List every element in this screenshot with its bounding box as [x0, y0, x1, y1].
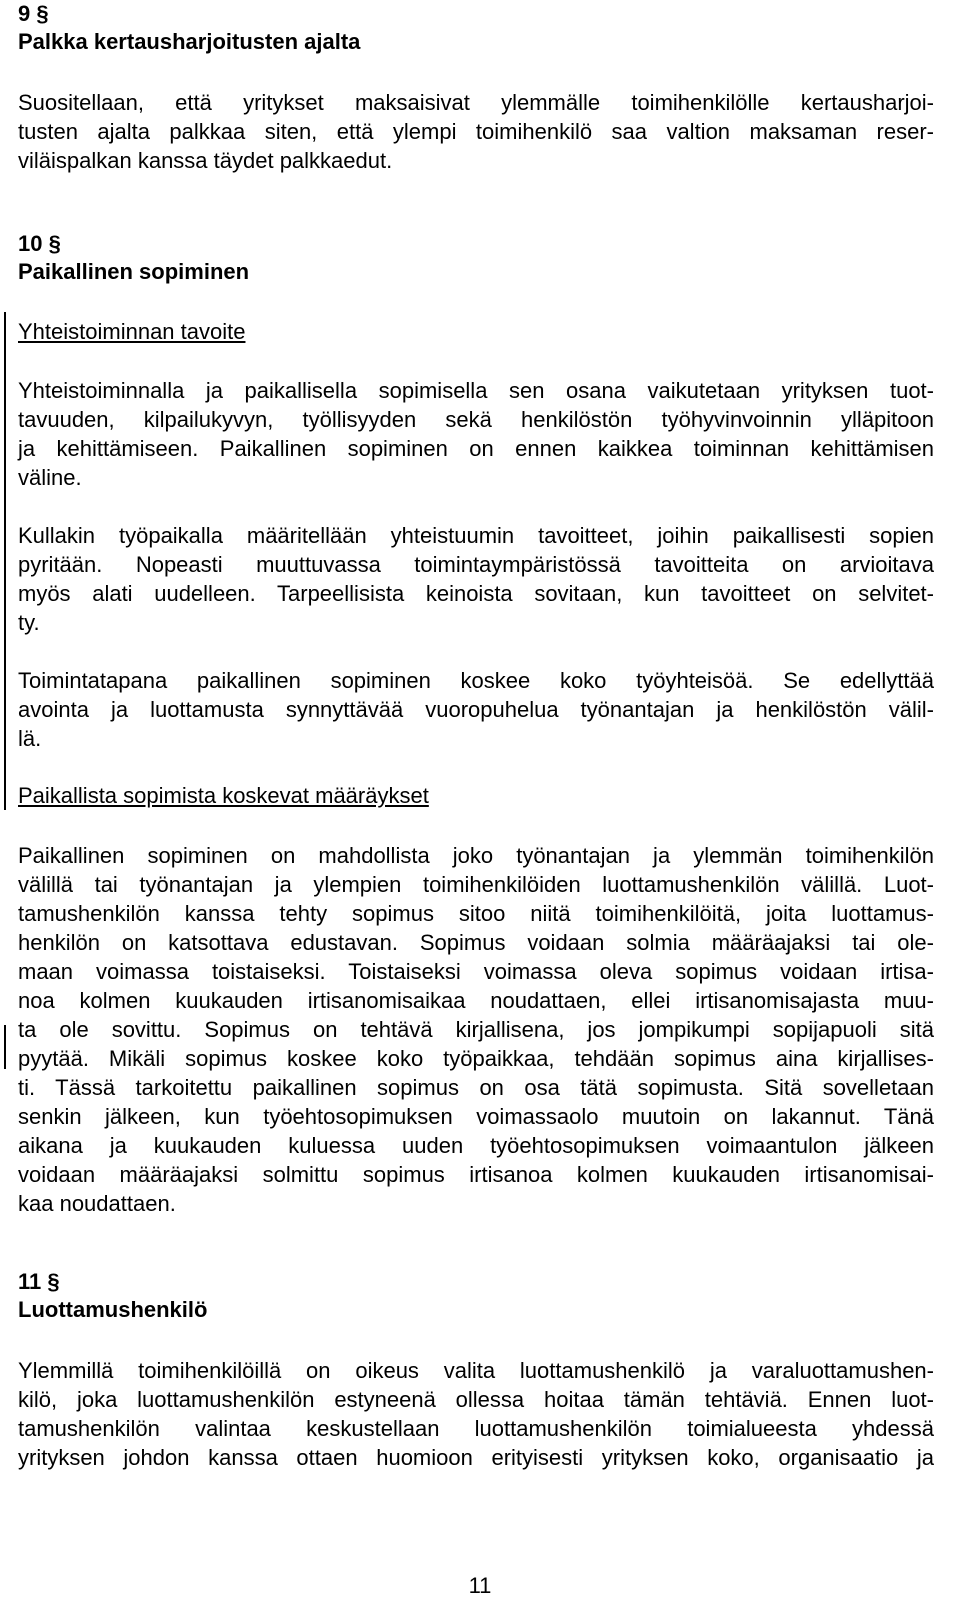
- text-line: lä.: [18, 726, 42, 751]
- paragraph: [18, 376, 934, 492]
- text-line: pyytää. Mikäli sopimus koskee koko työpaikkaa, tehdään sopimus aina kirjallises-: [18, 1046, 934, 1071]
- section-title: Paikallinen sopiminen: [18, 259, 250, 284]
- paragraph: [18, 521, 934, 637]
- paragraph: [18, 841, 934, 1218]
- section-title: Luottamushenkilö: [18, 1297, 208, 1322]
- subsection-heading: Paikallista sopimista koskevat määräykset: [18, 783, 429, 808]
- section-number: 10 §: [18, 231, 61, 256]
- text-line: noa kolmen kuukauden irtisanomisaikaa noudattaen, ellei irtisanomisajasta muu-: [18, 988, 934, 1013]
- revision-change-bar: [4, 312, 6, 810]
- text-line: Yhteistoiminnalla ja paikallisella sopimisella sen osana vaikutetaan yrityksen tuot-: [18, 378, 934, 403]
- text-line: välillä tai työnantajan ja ylempien toimihenkilöiden luottamushenkilön välillä. Luot-: [18, 872, 934, 897]
- text-line: tavuuden, kilpailukyvyn, työllisyyden sekä henkilöstön työhyvinvoinnin ylläpitoon: [18, 407, 934, 432]
- text-line: ja kehittämiseen. Paikallinen sopiminen on ennen kaikkea toiminnan kehittämisen: [18, 436, 934, 461]
- text-line: henkilön on katsottava edustavan. Sopimus voidaan solmia määräajaksi tai ole-: [18, 930, 934, 955]
- text-line: aikana ja kuukauden kuluessa uuden työehtosopimuksen voimaantulon jälkeen: [18, 1133, 934, 1158]
- text-line: voidaan määräajaksi solmittu sopimus irtisanoa kolmen kuukauden irtisanomisai-: [18, 1162, 934, 1187]
- text-line: tamushenkilön kanssa tehty sopimus sitoo niitä toimihenkilöitä, joita luottamus-: [18, 901, 934, 926]
- text-line: senkin jälkeen, kun työehtosopimuksen voimassaolo muutoin on lakannut. Tänä: [18, 1104, 934, 1129]
- text-line: tamushenkilön valintaa keskustellaan luottamushenkilön toimialueesta yhdessä: [18, 1416, 934, 1441]
- text-line: tusten ajalta palkkaa siten, että ylempi toimihenkilö saa valtion maksaman reser-: [18, 119, 934, 144]
- paragraph: [18, 1356, 934, 1472]
- text-line: Paikallinen sopiminen on mahdollista joko työnantajan ja ylemmän toimihenkilön: [18, 843, 934, 868]
- section-11: [18, 1268, 934, 1472]
- text-line: avointa ja luottamusta synnyttävää vuoropuhelua työnantajan ja henkilöstön välil-: [18, 697, 934, 722]
- section-9: [18, 0, 934, 175]
- section-title: Palkka kertausharjoitusten ajalta: [18, 29, 361, 54]
- section-number: 9 §: [18, 1, 49, 26]
- text-line: Kullakin työpaikalla määritellään yhteistuumin tavoitteet, joihin paikallisesti sopien: [18, 523, 934, 548]
- text-line: kaa noudattaen.: [18, 1191, 176, 1216]
- text-line: viläispalkan kanssa täydet palkkaedut.: [18, 148, 393, 173]
- text-line: yrityksen johdon kanssa ottaen huomioon erityisesti yrityksen koko, organisaatio ja: [18, 1445, 934, 1470]
- section-10: [18, 230, 934, 1218]
- text-line: pyritään. Nopeasti muuttuvassa toimintaympäristössä tavoitteita on arvioitava: [18, 552, 934, 577]
- paragraph: [18, 666, 934, 753]
- text-line: Suositellaan, että yritykset maksaisivat ylemmälle toimihenkilölle kertausharjoi-: [18, 90, 934, 115]
- text-line: Toimintatapana paikallinen sopiminen koskee koko työyhteisöä. Se edellyttää: [18, 668, 934, 693]
- text-line: Ylemmillä toimihenkilöillä on oikeus valita luottamushenkilö ja varaluottamushen-: [18, 1358, 934, 1383]
- text-line: kilö, joka luottamushenkilön estyneenä ollessa hoitaa tämän tehtäviä. Ennen luot-: [18, 1387, 934, 1412]
- revision-change-bar: [4, 1025, 6, 1069]
- section-number: 11 §: [18, 1269, 60, 1294]
- text-line: väline.: [18, 465, 82, 490]
- text-line: ti. Tässä tarkoitettu paikallinen sopimus on osa tätä sopimusta. Sitä sovelletaan: [18, 1075, 934, 1100]
- text-line: ty.: [18, 610, 40, 635]
- text-line: ta ole sovittu. Sopimus on tehtävä kirjallisena, jos jompikumpi sopijapuoli sitä: [18, 1017, 934, 1042]
- text-line: maan voimassa toistaiseksi. Toistaiseksi voimassa oleva sopimus voidaan irtisa-: [18, 959, 934, 984]
- page-number: 11: [468, 1573, 492, 1598]
- subsection-heading: Yhteistoiminnan tavoite: [18, 319, 246, 344]
- paragraph: [18, 88, 934, 175]
- text-line: myös alati uudelleen. Tarpeellisista keinoista sovitaan, kun tavoitteet on selvitet-: [18, 581, 934, 606]
